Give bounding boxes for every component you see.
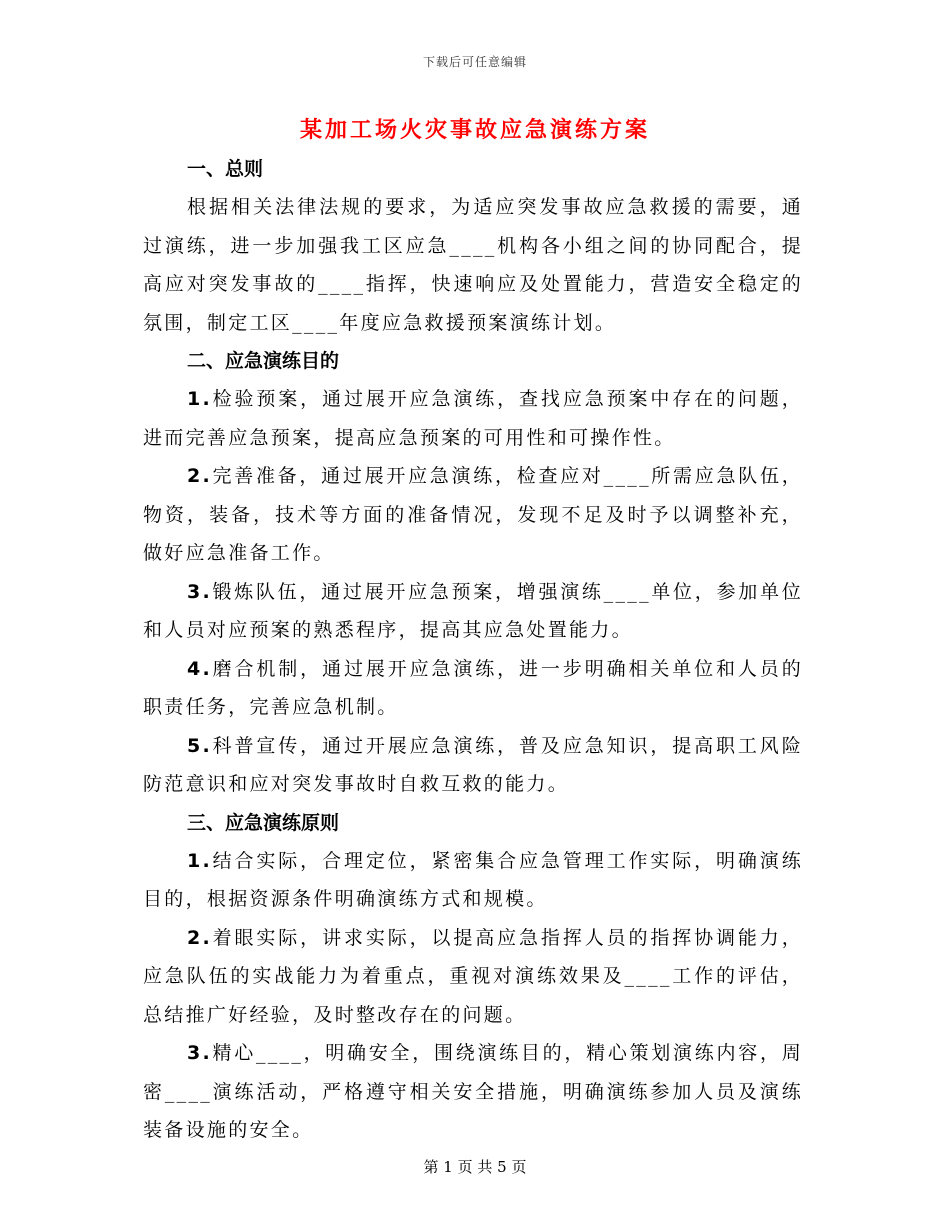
- section-heading: 一、总则: [187, 158, 264, 180]
- section-heading: 三、应急演练原则: [187, 811, 340, 834]
- list-item: [143, 457, 803, 573]
- item-text: 磨合机制，通过展开应急演练，进一步明确相关单位和人员的职责任务，完善应急机制。: [143, 657, 803, 718]
- page-footer: 第 1 页 共 5 页: [423, 1158, 527, 1176]
- document-title: 某加工场火灾事故应急演练方案: [299, 118, 650, 143]
- item-text: 精心____，明确安全，围绕演练目的，精心策划演练内容，周密____演练活动，严格遵守相关安全措施，明确演练参加人员及演练装备设施的安全。: [143, 1042, 803, 1141]
- list-item: [143, 1034, 803, 1150]
- list-item: [143, 380, 803, 457]
- header-note: 下载后可任意编辑: [422, 55, 527, 69]
- list-item: [143, 727, 803, 804]
- item-number: 2.: [187, 926, 213, 949]
- document-body: [143, 150, 803, 1150]
- paragraph-text: 根据相关法律法规的要求，为适应突发事故应急救援的需要，通过演练，进一步加强我工区应急____机构各小组之间的协同配合，提高应对突发事故的____指挥，快速响应及处置能力，营造安全稳定的氛围，制定工区____年度应急救援预案演练计划。: [143, 196, 803, 334]
- item-text: 完善准备，通过展开应急演练，检查应对____所需应急队伍，物资，装备，技术等方面的准备情况，发现不足及时予以调整补充，做好应急准备工作。: [143, 465, 803, 564]
- item-number: 3.: [187, 580, 213, 603]
- item-number: 4.: [187, 657, 213, 680]
- section-drill-purpose: [143, 342, 803, 804]
- list-item: [143, 842, 803, 919]
- item-number: 5.: [187, 734, 213, 757]
- item-number: 1.: [187, 388, 213, 410]
- section-general: [143, 150, 803, 342]
- item-text: 着眼实际，讲求实际，以提高应急指挥人员的指挥协调能力，应急队伍的实战能力为着重点，重视对演练效果及____工作的评估，总结推广好经验，及时整改存在的问题。: [143, 926, 803, 1026]
- section-heading: 二、应急演练目的: [187, 350, 340, 372]
- list-item: [143, 919, 803, 1035]
- list-item: [143, 573, 803, 650]
- item-text: 科普宣传，通过开展应急演练，普及应急知识，提高职工风险防范意识和应对突发事故时自救互救的能力。: [143, 734, 803, 795]
- item-text: 结合实际，合理定位，紧密集合应急管理工作实际，明确演练目的，根据资源条件明确演练方式和规模。: [143, 849, 803, 910]
- item-text: 锻炼队伍，通过展开应急预案，增强演练____单位，参加单位和人员对应预案的熟悉程序，提高其应急处置能力。: [143, 580, 803, 641]
- item-number: 2.: [187, 465, 213, 487]
- item-number: 1.: [187, 849, 213, 872]
- section-drill-principles: [143, 804, 803, 1150]
- item-number: 3.: [187, 1042, 213, 1064]
- list-item: [143, 650, 803, 727]
- item-text: 检验预案，通过展开应急演练，查找应急预案中存在的问题，进而完善应急预案，提高应急预案的可用性和可操作性。: [143, 388, 803, 449]
- paragraph: [143, 188, 803, 342]
